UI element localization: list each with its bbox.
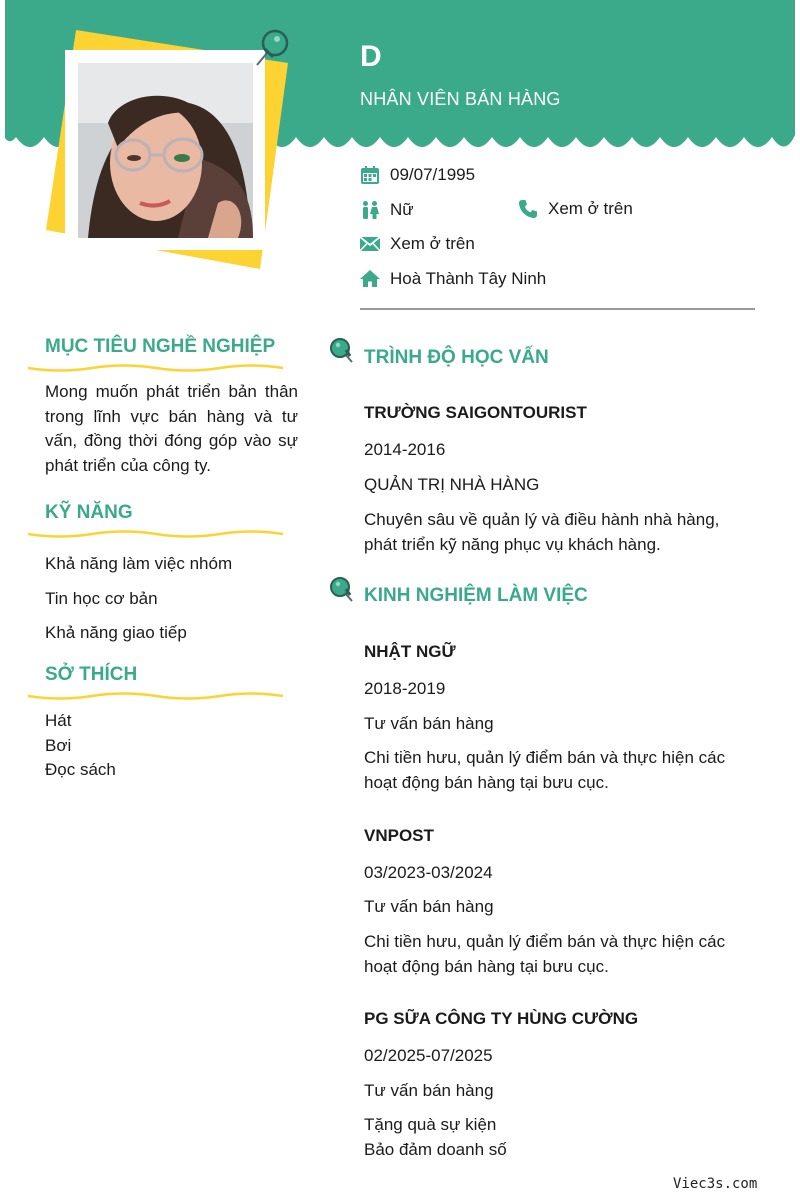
candidate-name: D bbox=[360, 40, 382, 73]
divider bbox=[360, 308, 755, 310]
watermark: Viec3s.com bbox=[673, 1176, 758, 1192]
calendar-icon bbox=[360, 165, 380, 185]
school-name: TRƯỜNG SAIGONTOURIST bbox=[364, 403, 587, 422]
home-icon bbox=[360, 269, 380, 289]
gender-value: Nữ bbox=[390, 200, 414, 219]
job-company: VNPOST bbox=[364, 826, 434, 845]
contact-gender bbox=[360, 200, 414, 220]
hobby-item: Đọc sách bbox=[45, 760, 116, 779]
job-description-line: Tặng quà sự kiện bbox=[364, 1115, 497, 1134]
skill-item: Tin học cơ bản bbox=[45, 589, 158, 608]
job-role: Tư vấn bán hàng bbox=[364, 714, 494, 733]
email-value: Xem ở trên bbox=[390, 234, 475, 253]
hobby-item: Bơi bbox=[45, 736, 72, 755]
job-role: Tư vấn bán hàng bbox=[364, 897, 494, 916]
education-major: QUẢN TRỊ NHÀ HÀNG bbox=[364, 475, 540, 494]
phone-value: Xem ở trên bbox=[548, 199, 633, 218]
job-role: Tư vấn bán hàng bbox=[364, 1081, 494, 1100]
skill-item: Khả năng giao tiếp bbox=[45, 623, 187, 642]
skill-item: Khả năng làm việc nhóm bbox=[45, 554, 233, 573]
job-company: NHẬT NGỮ bbox=[364, 642, 456, 661]
hobby-item: Hát bbox=[45, 711, 72, 730]
job-period: 2018-2019 bbox=[364, 679, 446, 698]
job-company: PG SỮA CÔNG TY HÙNG CƯỜNG bbox=[364, 1009, 639, 1028]
skills-title: KỸ NĂNG bbox=[45, 502, 133, 523]
wavy-divider bbox=[28, 527, 283, 541]
people-icon bbox=[360, 200, 380, 220]
contact-email bbox=[360, 234, 475, 254]
hobbies-title: SỞ THÍCH bbox=[45, 664, 138, 685]
contact-phone bbox=[518, 199, 633, 219]
job-period: 03/2023-03/2024 bbox=[364, 863, 493, 882]
job-title: NHÂN VIÊN BÁN HÀNG bbox=[360, 89, 561, 109]
education-period: 2014-2016 bbox=[364, 440, 446, 459]
job-description-line: Bảo đảm doanh số bbox=[364, 1140, 507, 1159]
profile-photo-frame bbox=[40, 25, 290, 275]
education-title: TRÌNH ĐỘ HỌC VẤN bbox=[364, 347, 549, 368]
job-period: 02/2025-07/2025 bbox=[364, 1046, 493, 1065]
objective-text: Mong muốn phát triển bản thân trong lĩnh vực bán hàng và tư vấn, đồng thời đóng góp vào sự phát triển của công ty. bbox=[45, 382, 298, 475]
contact-birthday bbox=[360, 165, 475, 185]
education-description: Chuyên sâu về quản lý và điều hành nhà hàng, phát triển kỹ năng phục vụ khách hàng. bbox=[364, 510, 720, 554]
job-description: Chi tiền hưu, quản lý điểm bán và thực hiện các hoạt động bán hàng tại bưu cục. bbox=[364, 748, 726, 792]
envelope-icon bbox=[360, 234, 380, 254]
contact-address bbox=[360, 269, 546, 289]
birthday-value: 09/07/1995 bbox=[390, 165, 476, 184]
pushpin-icon bbox=[328, 575, 356, 610]
address-value: Hoà Thành Tây Ninh bbox=[390, 269, 547, 288]
objective-title: MỤC TIÊU NGHỀ NGHIỆP bbox=[45, 336, 276, 357]
pushpin-icon bbox=[328, 336, 356, 371]
job-description: Chi tiền hưu, quản lý điểm bán và thực hiện các hoạt động bán hàng tại bưu cục. bbox=[364, 932, 726, 976]
avatar bbox=[78, 63, 253, 238]
wavy-divider bbox=[28, 689, 283, 703]
phone-icon bbox=[518, 199, 538, 219]
experience-title: KINH NGHIỆM LÀM VIỆC bbox=[364, 585, 588, 606]
wavy-divider bbox=[28, 361, 283, 375]
